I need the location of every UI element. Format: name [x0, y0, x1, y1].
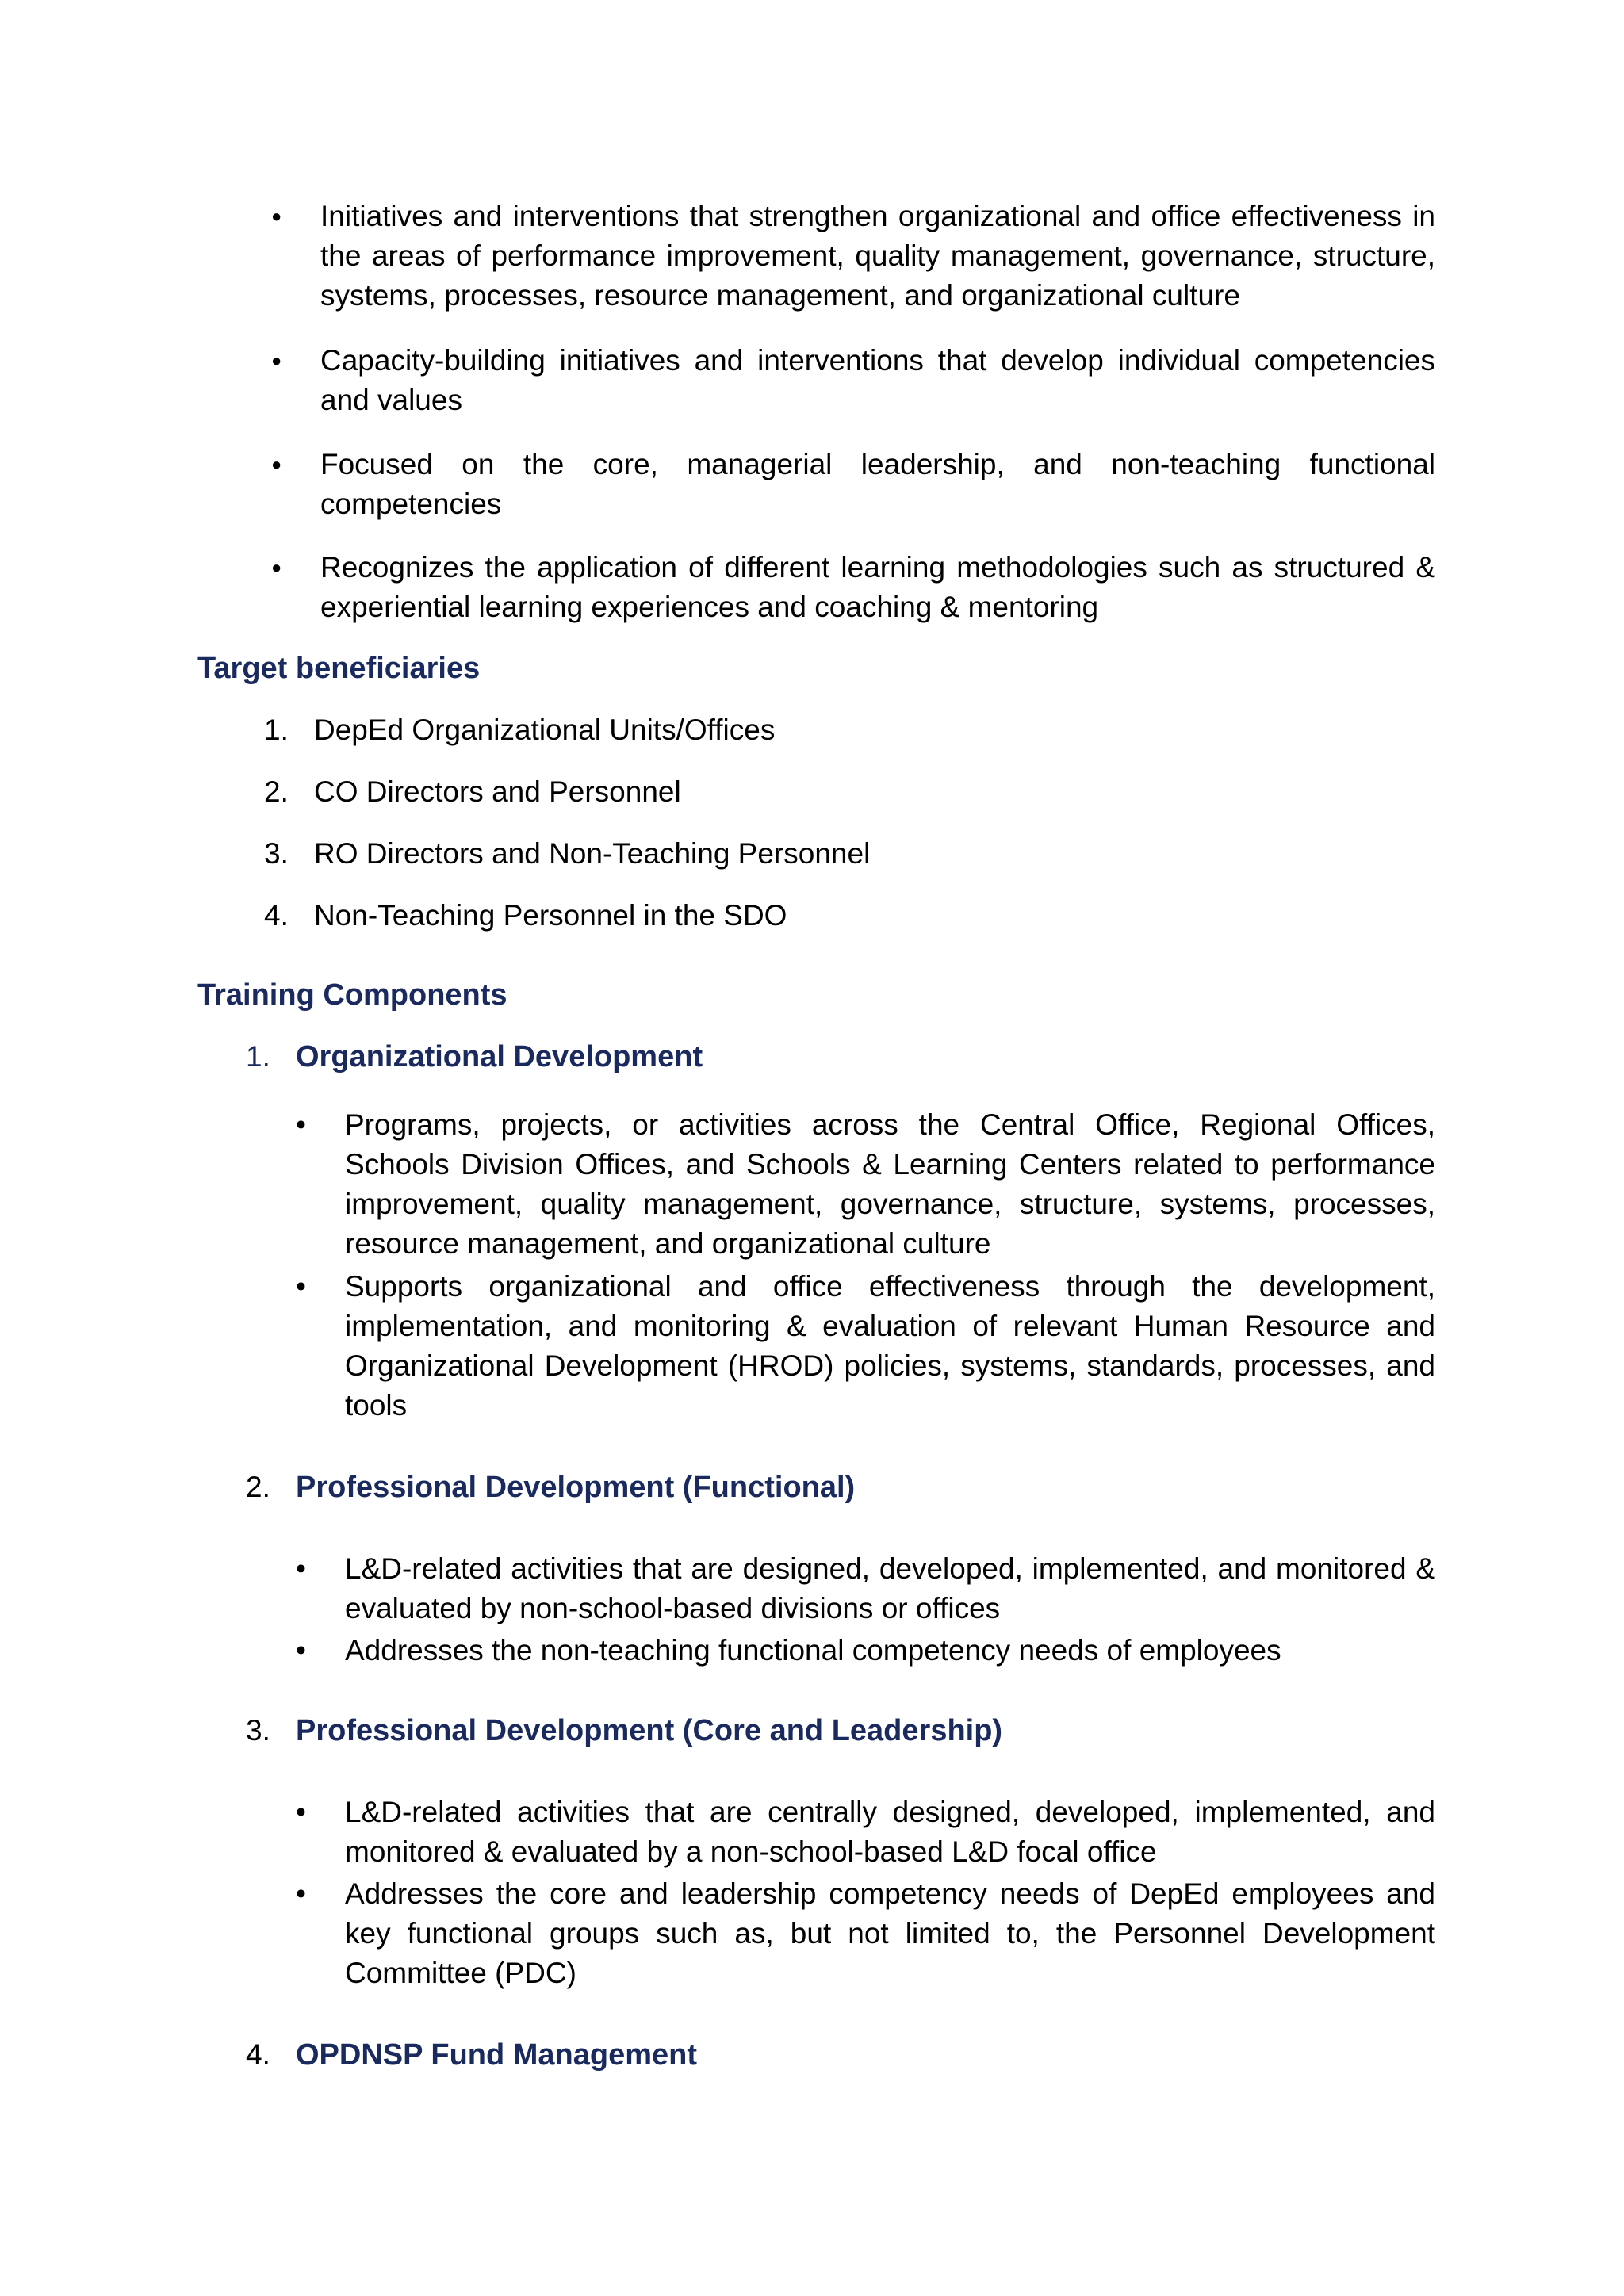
component-number: 1.	[246, 1040, 270, 1073]
component-bullet: L&D-related activities that are designed, developed, implemented, and monitored & evaluated by non-school-based divisions or offices	[345, 1552, 1435, 1624]
bullet-glyph: •	[296, 1270, 306, 1303]
component-bullet: Addresses the non-teaching functional competency needs of employees	[345, 1634, 1281, 1667]
bullet-glyph: •	[296, 1877, 306, 1910]
target-beneficiaries-heading: Target beneficiaries	[197, 652, 481, 685]
component-title-professional-development-core-leadership: Professional Development (Core and Leadership)	[296, 1714, 1003, 1747]
training-components-heading: Training Components	[197, 978, 508, 1012]
component-title-organizational-development: Organizational Development	[296, 1040, 703, 1073]
beneficiary-item: DepEd Organizational Units/Offices	[314, 714, 776, 746]
bullet-glyph: •	[296, 1796, 306, 1828]
bullet-glyph: •	[296, 1552, 306, 1585]
bullet-glyph: ●	[271, 454, 282, 474]
component-number: 3.	[246, 1714, 270, 1747]
bullet-glyph: ●	[271, 350, 282, 370]
bullet-glyph: ●	[271, 557, 282, 577]
list-number: 1.	[264, 714, 289, 746]
component-number: 4.	[246, 2038, 270, 2071]
list-number: 4.	[264, 899, 289, 932]
list-number: 3.	[264, 837, 289, 870]
component-title-professional-development-functional: Professional Development (Functional)	[296, 1471, 856, 1504]
intro-bullet-3: Focused on the core, managerial leadership, and non-teaching functional competencies	[320, 448, 1435, 520]
beneficiary-item: Non-Teaching Personnel in the SDO	[314, 899, 787, 932]
component-bullet: L&D-related activities that are centrally designed, developed, implemented, and monitored & evaluated by a non-school-based L&D focal office	[345, 1796, 1435, 1868]
component-bullet: Programs, projects, or activities across the Central Office, Regional Offices, Schools Division Offices, and Schools & Learning Centers related to performance improvement, quality management, governance, structure, systems, processes, resource management, and organizational culture	[345, 1108, 1435, 1260]
intro-bullet-1: Initiatives and interventions that strengthen organizational and office effectiveness in the areas of performance improvement, quality management, governance, structure, systems, processes, resource management, and organizational culture	[320, 200, 1435, 312]
bullet-glyph: ●	[271, 206, 282, 226]
component-bullet: Addresses the core and leadership competency needs of DepEd employees and key functional groups such as, but not limited to, the Personnel Development Committee (PDC)	[345, 1877, 1435, 1989]
component-title-opdnsp-fund-management: OPDNSP Fund Management	[296, 2038, 698, 2072]
component-number: 2.	[246, 1471, 270, 1503]
intro-bullet-2: Capacity-building initiatives and interventions that develop individual competencies and values	[320, 344, 1435, 416]
intro-bullet-4: Recognizes the application of different learning methodologies such as structured & experiential learning experiences and coaching & mentoring	[320, 551, 1435, 623]
beneficiary-item: RO Directors and Non-Teaching Personnel	[314, 837, 871, 870]
component-bullet: Supports organizational and office effectiveness through the development, implementation, and monitoring & evaluation of relevant Human Resource and Organizational Development (HROD) policies, systems, standards, processes, and tools	[345, 1270, 1435, 1422]
bullet-glyph: •	[296, 1108, 306, 1141]
beneficiary-item: CO Directors and Personnel	[314, 775, 681, 808]
list-number: 2.	[264, 775, 289, 808]
bullet-glyph: •	[296, 1634, 306, 1667]
